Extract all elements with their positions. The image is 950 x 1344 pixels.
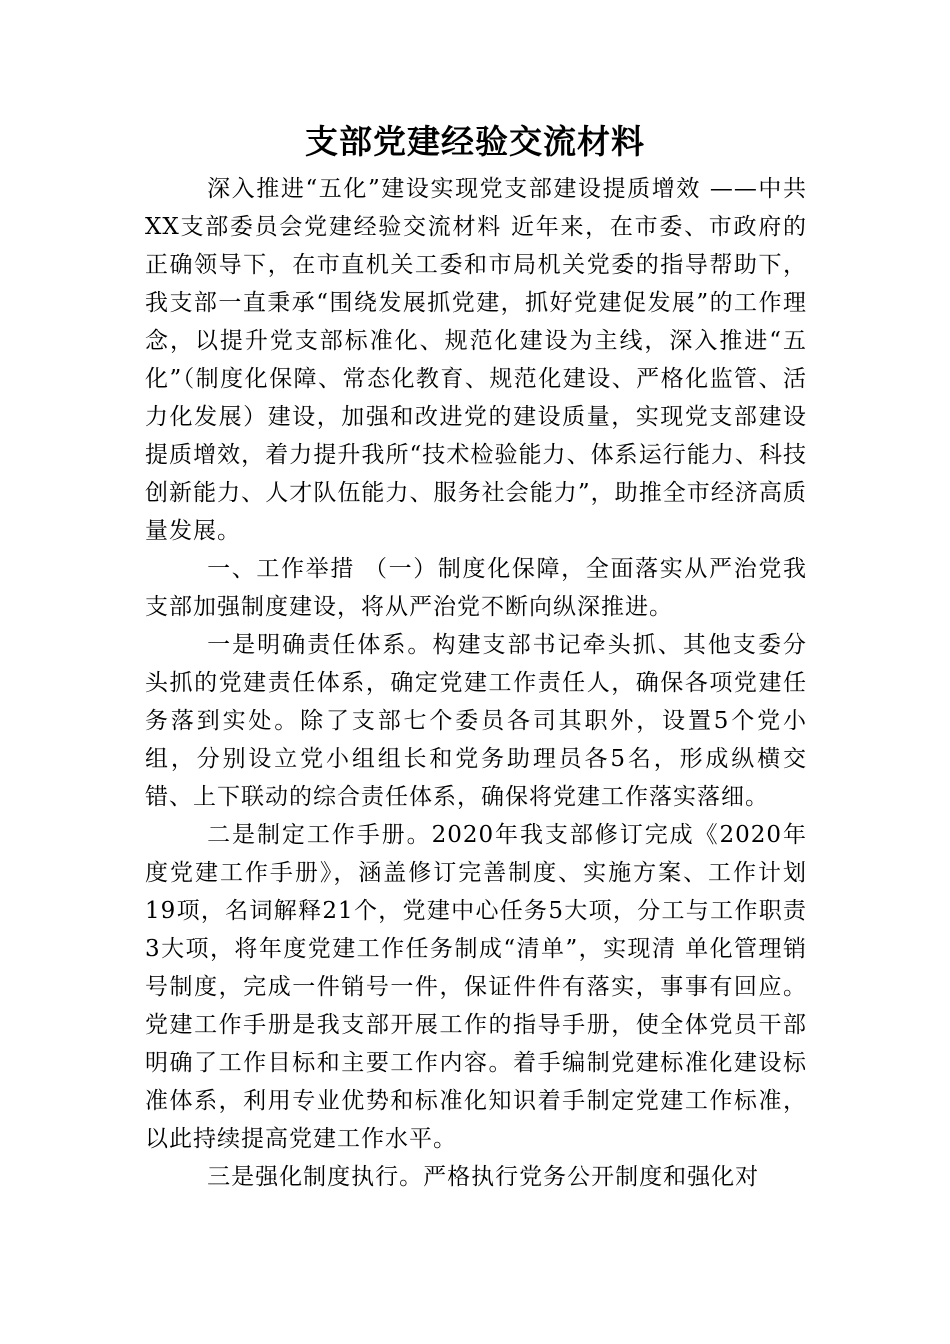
paragraph-work-manual: 二是制定工作手册。2020年我支部修订完成《2020年度党建工作手册》，涵盖修订完善制度、实施方案、工作计划19项，名词解释21个，党建中心任务5大项，分工与工作职责3大项，将年度党建工作任务制成“清单”，实现清 单化管理销号制度，完成一件销号一件，保证件件有落实，事事有回应。党建工作手册是我支部开展工作的指导手册，使全体党员干部明确了工作目标和主要工作内容。着手编制党建标准化建设标准体系，利用专业优势和标准化知识着手制定党建工作标准，以此持续提高党建工作水平。: [145, 822, 807, 1152]
document-body: [145, 170, 807, 1196]
paragraph-system-execution: 三是强化制度执行。严格执行党务公开制度和强化对: [207, 1164, 760, 1190]
paragraph-intro: 深入推进“五化”建设实现党支部建设提质增效 ——中共XX支部委员会党建经验交流材料 近年来，在市委、市政府的正确领导下，在市直机关工委和市局机关党委的指导帮助下，我支部一直秉承“围绕发展抓党建，抓好党建促发展”的工作理念，以提升党支部标准化、规范化建设为主线，深入推进“五化”（制度化保障、常态化教育、规范化建设、严格化监管、活力化发展）建设，加强和改进党的建设质量，实现党支部建设提质增效，着力提升我所“技术检验能力、体系运行能力、科技创新能力、人才队伍能力、服务社会能力”，助推全市经济高质量发展。: [145, 176, 807, 544]
paragraph-measures-heading: 一、工作举措 （一）制度化保障，全面落实从严治党我支部加强制度建设，将从严治党不断向纵深推进。: [145, 556, 807, 620]
paragraph-responsibility-system: 一是明确责任体系。构建支部书记牵头抓、其他支委分头抓的党建责任体系，确定党建工作责任人，确保各项党建任务落到实处。除了支部七个委员各司其职外，设置5个党小组，分别设立党小组组长和党务助理员各5名，形成纵横交错、上下联动的综合责任体系，确保将党建工作落实落细。: [145, 632, 807, 810]
document-title: 支部党建经验交流材料: [305, 122, 645, 161]
